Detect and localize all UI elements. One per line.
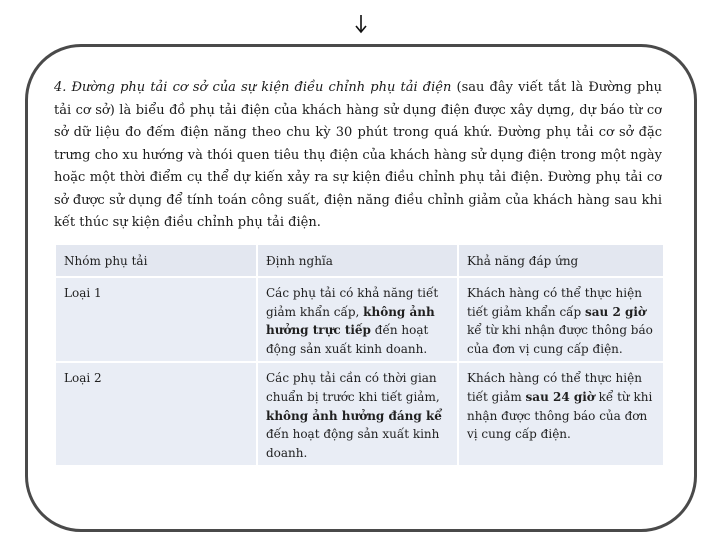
response-emphasis: sau 24 giờ	[525, 389, 595, 404]
table-row	[55, 362, 664, 466]
cell-response	[458, 277, 664, 362]
definition-text: đến hoạt động sản xuất kinh doanh.	[266, 427, 440, 460]
table-header-row	[55, 244, 664, 277]
definition-emphasis: không ảnh hưởng trực tiếp	[266, 304, 435, 338]
paragraph-lead: 4. Đường phụ tải cơ sở của sự kiện điều chỉnh phụ tải điện	[54, 80, 452, 95]
cell-definition	[257, 277, 458, 362]
header-group: Nhóm phụ tải	[55, 244, 257, 277]
arrow-down-icon	[352, 14, 370, 34]
cell-definition	[257, 362, 458, 466]
response-emphasis: sau 2 giờ	[585, 304, 646, 319]
definition-text: Các phụ tải có khả năng tiết giảm khẩn cấp,	[266, 286, 439, 319]
definition-emphasis: không ảnh hưởng đáng kể	[266, 408, 442, 423]
header-response: Khả năng đáp ứng	[458, 244, 664, 277]
load-group-table	[54, 243, 665, 467]
cell-response	[458, 362, 664, 466]
definition-text: Các phụ tải cần có thời gian chuẩn bị trước khi tiết giảm,	[266, 371, 440, 404]
header-definition: Định nghĩa	[257, 244, 458, 277]
response-text: Khách hàng có thể thực hiện tiết giảm khẩn cấp	[467, 286, 642, 319]
definition-text: đến hoạt động sản xuất kinh doanh.	[266, 323, 429, 356]
response-text: Khách hàng có thể thực hiện tiết giảm	[467, 371, 642, 404]
table-row	[55, 277, 664, 362]
response-text: kể từ khi nhận được thông báo của đơn vị cung cấp điện.	[467, 389, 653, 442]
paragraph-rest: (sau đây viết tắt là Đường phụ tải cơ sở) là biểu đồ phụ tải điện của khách hàng sử dụng điện được xây dựng, dự báo từ cơ sở dữ liệu đo đếm điện năng theo chu kỳ 30 phút trong quá khứ. Đường phụ tải cơ sở đặc trưng cho xu hướng và thói quen tiêu thụ điện của khách hàng sử dụng điện trong một ngày hoặc một thời điểm cụ thể dự kiến xảy ra sự kiện điều chỉnh phụ tải điện. Đường phụ tải cơ sở được sử dụng để tính toán công suất, điện năng điều chỉnh giảm của khách hàng sau khi kết thúc sự kiện điều chỉnh phụ tải điện.	[54, 80, 662, 230]
cell-group: Loại 1	[55, 277, 257, 362]
response-text: kể từ khi nhận được thông báo của đơn vị cung cấp điện.	[467, 323, 653, 356]
definition-paragraph	[54, 77, 662, 243]
cell-group: Loại 2	[55, 362, 257, 466]
